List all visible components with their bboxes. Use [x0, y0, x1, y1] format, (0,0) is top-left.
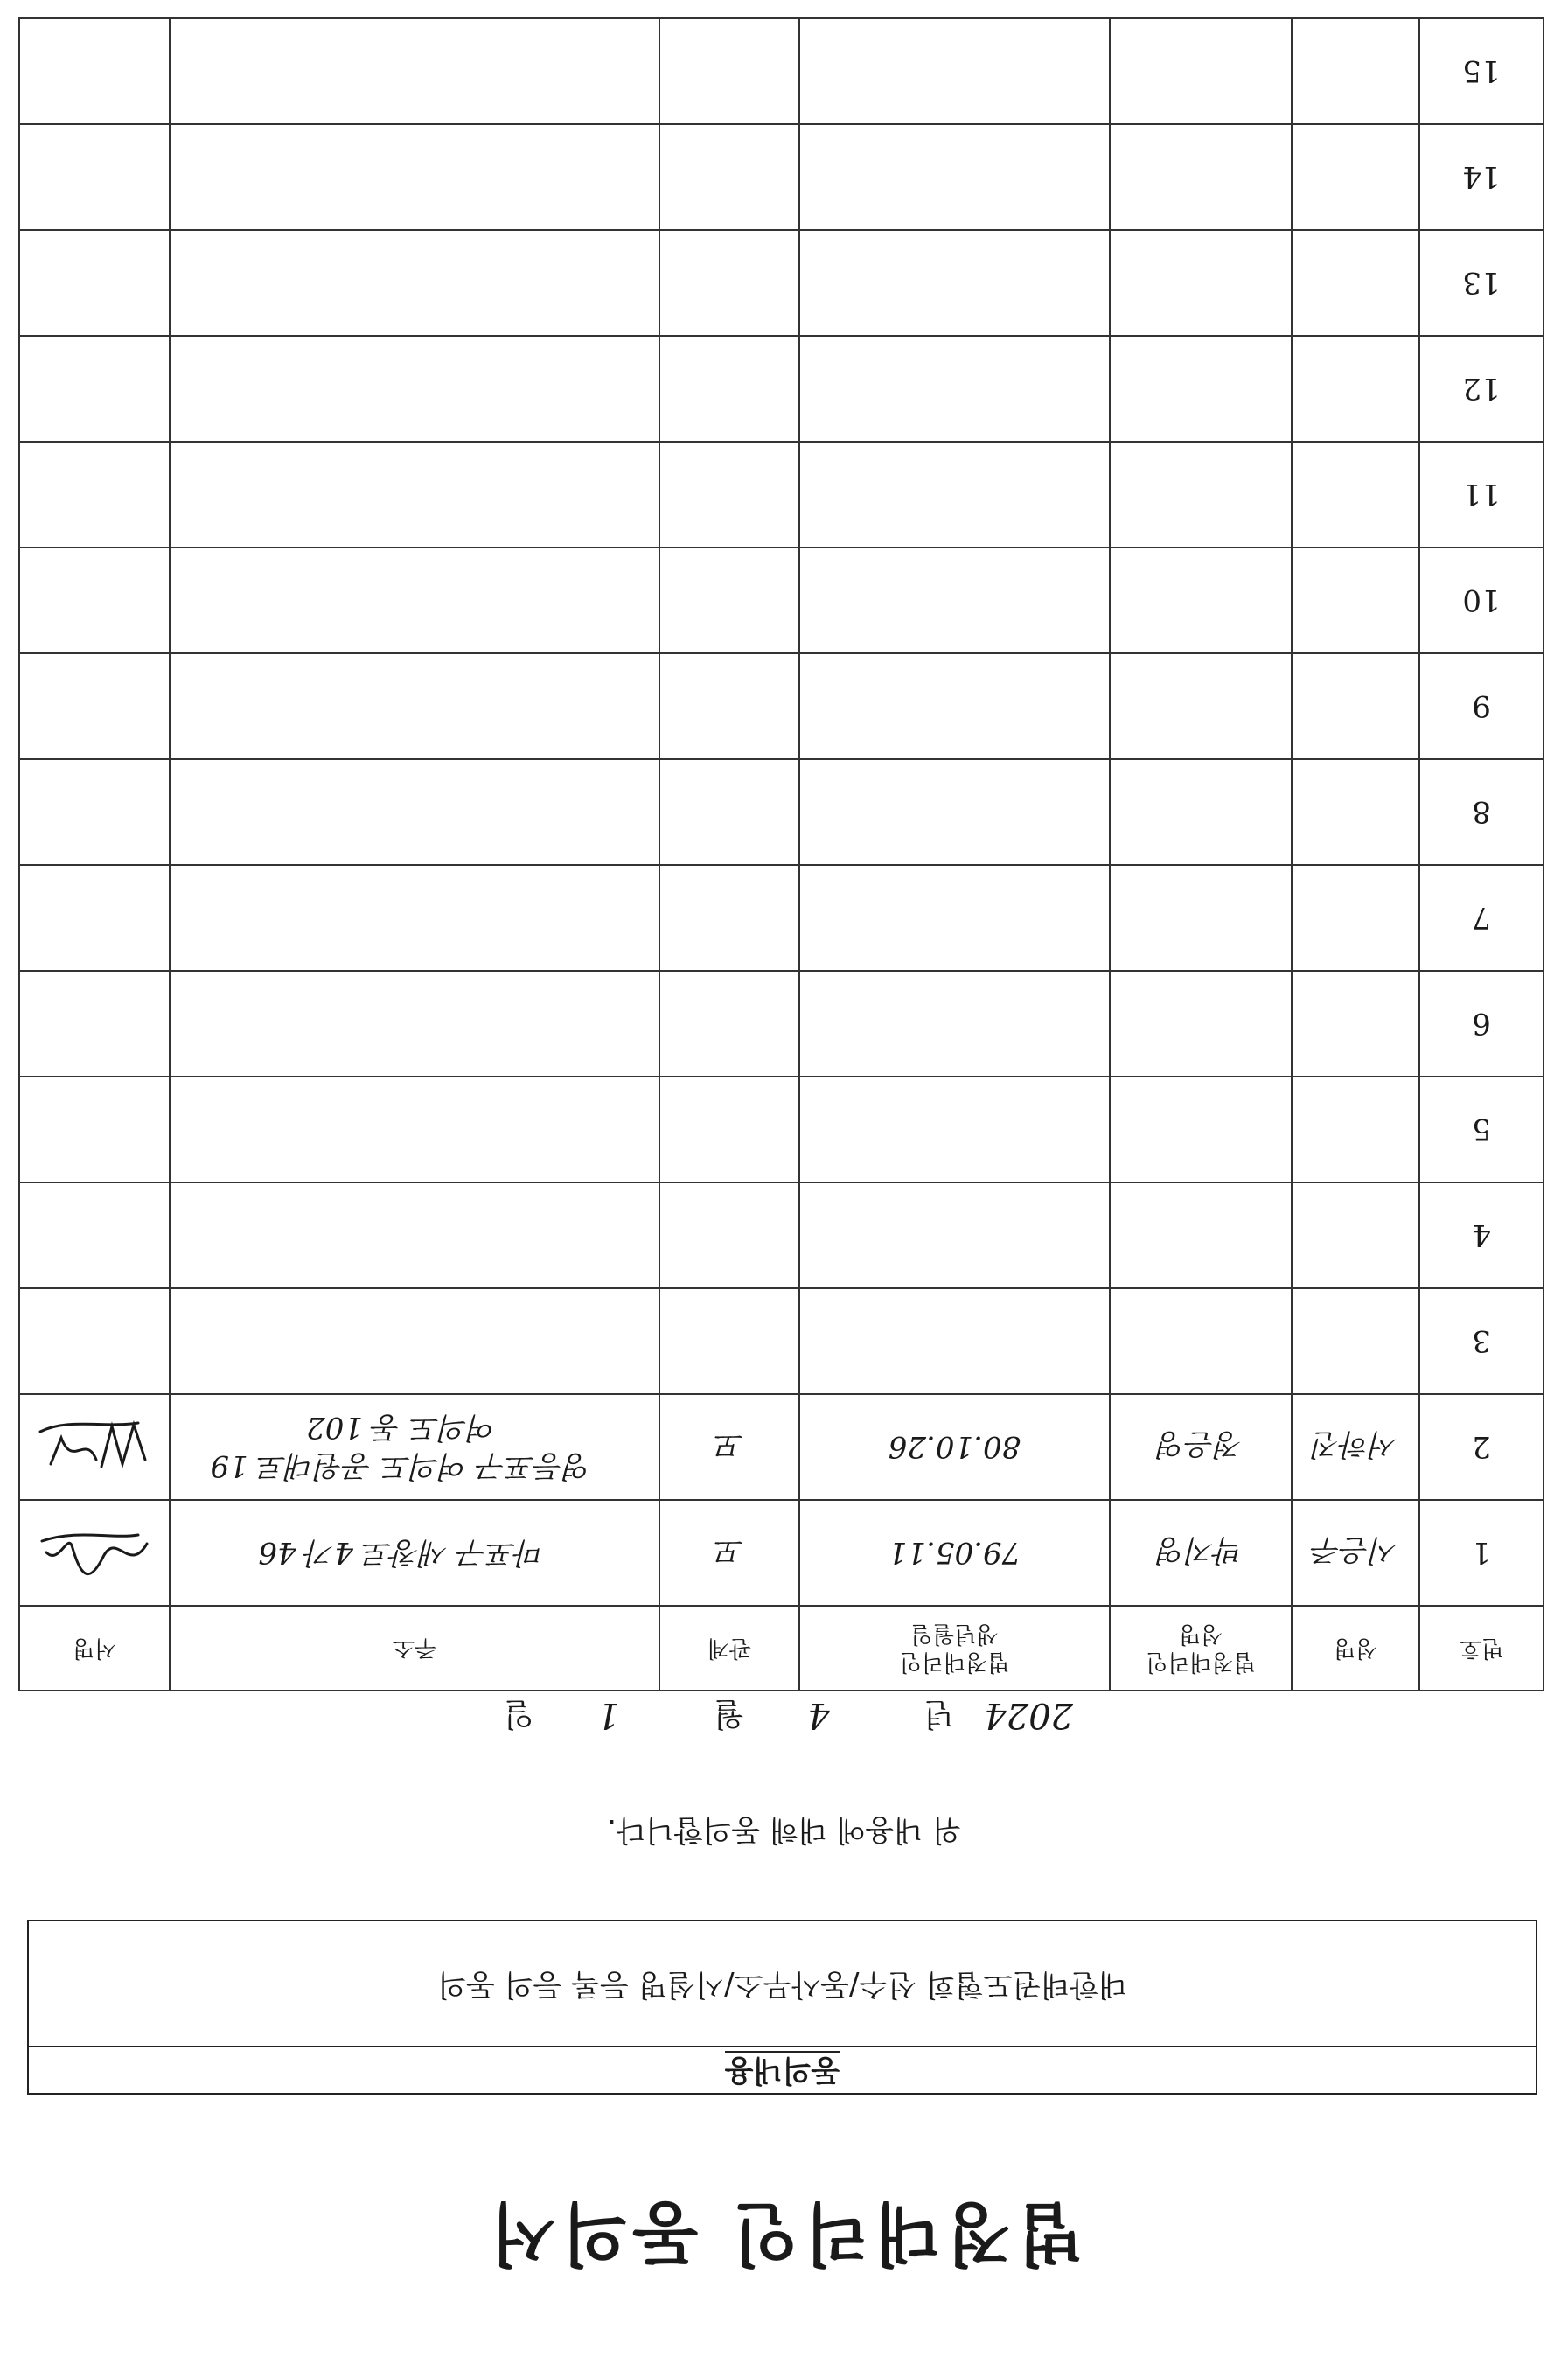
table-row	[19, 1500, 1544, 1606]
table-row	[19, 547, 1544, 653]
cell-address	[170, 971, 659, 1077]
cell-rep-dob: 80.10.26	[799, 1394, 1110, 1500]
header-rep-name	[1110, 1606, 1292, 1691]
header-signature: 서명	[19, 1606, 170, 1691]
cell-address	[170, 124, 659, 230]
row-number: 8	[1419, 759, 1544, 865]
cell-rep-name	[1110, 1077, 1292, 1182]
header-rep-name-text: 법정대리인 성명	[1146, 1621, 1256, 1676]
header-name: 성명	[1292, 1606, 1419, 1691]
cell-rep-name	[1110, 442, 1292, 547]
cell-address	[170, 653, 659, 759]
row-number: 9	[1419, 653, 1544, 759]
date-day-label: 일	[503, 1696, 534, 1732]
cell-rep-name	[1110, 1182, 1292, 1288]
cell-rep-name: 정은영	[1110, 1394, 1292, 1500]
table-row	[19, 18, 1544, 124]
table-row	[19, 653, 1544, 759]
cell-address	[170, 442, 659, 547]
cell-address: 영등포구 여의도 공원대로 19 여의도 동 102	[170, 1394, 659, 1500]
cell-rep-name	[1110, 18, 1292, 124]
row-number: 13	[1419, 230, 1544, 336]
cell-signature	[19, 971, 170, 1077]
cell-name: 시은주	[1292, 1500, 1419, 1606]
document-title: 법정대리인 동의서	[484, 2193, 1084, 2273]
cell-signature	[19, 124, 170, 230]
date-year-label: 년	[923, 1696, 955, 1732]
cell-signature	[19, 336, 170, 442]
cell-relation	[659, 1182, 799, 1288]
date-month-label: 월	[714, 1696, 744, 1732]
cell-signature	[19, 1077, 170, 1182]
consent-box	[27, 1920, 1537, 2095]
cell-rep-dob	[799, 971, 1110, 1077]
row-number: 1	[1419, 1500, 1544, 1606]
cell-address: 마포구 새창로 4가 46	[170, 1500, 659, 1606]
cell-relation	[659, 759, 799, 865]
cell-signature	[19, 1500, 170, 1606]
agree-statement: 위 내용에 대해 동의합니다.	[607, 1812, 961, 1847]
table-row	[19, 865, 1544, 971]
table-row	[19, 971, 1544, 1077]
cell-relation: 모	[659, 1500, 799, 1606]
cell-rep-dob	[799, 230, 1110, 336]
cell-relation	[659, 336, 799, 442]
cell-rep-dob: 79.05.11	[799, 1500, 1110, 1606]
cell-address	[170, 759, 659, 865]
cell-signature	[19, 442, 170, 547]
row-number: 12	[1419, 336, 1544, 442]
cell-name	[1292, 18, 1419, 124]
cell-relation	[659, 1077, 799, 1182]
cell-rep-name	[1110, 653, 1292, 759]
cell-relation	[659, 865, 799, 971]
cell-address	[170, 865, 659, 971]
cell-relation	[659, 653, 799, 759]
date-year: 2024	[984, 1695, 1074, 1735]
table-row	[19, 1182, 1544, 1288]
cell-rep-dob	[799, 1182, 1110, 1288]
cell-name	[1292, 336, 1419, 442]
signature-mark	[33, 1408, 156, 1487]
cell-signature	[19, 230, 170, 336]
cell-rep-name	[1110, 1288, 1292, 1394]
row-number: 7	[1419, 865, 1544, 971]
cell-rep-dob	[799, 1077, 1110, 1182]
cell-relation	[659, 971, 799, 1077]
cell-name	[1292, 1077, 1419, 1182]
cell-rep-dob	[799, 865, 1110, 971]
row-number: 2	[1419, 1394, 1544, 1500]
table-row	[19, 336, 1544, 442]
table-row	[19, 1288, 1544, 1394]
table-row	[19, 124, 1544, 230]
consent-header: 동의내용	[724, 2053, 840, 2088]
cell-relation	[659, 547, 799, 653]
cell-relation: 모	[659, 1394, 799, 1500]
row-number: 6	[1419, 971, 1544, 1077]
row-number: 3	[1419, 1288, 1544, 1394]
cell-name	[1292, 230, 1419, 336]
cell-name	[1292, 653, 1419, 759]
cell-name	[1292, 547, 1419, 653]
cell-name	[1292, 865, 1419, 971]
cell-name	[1292, 124, 1419, 230]
row-number: 5	[1419, 1077, 1544, 1182]
cell-rep-name	[1110, 865, 1292, 971]
row-number: 4	[1419, 1182, 1544, 1288]
cell-rep-dob	[799, 442, 1110, 547]
header-rep-dob	[799, 1606, 1110, 1691]
cell-signature	[19, 547, 170, 653]
cell-address	[170, 230, 659, 336]
cell-address	[170, 18, 659, 124]
date-line	[0, 1694, 1568, 1739]
cell-name	[1292, 442, 1419, 547]
cell-rep-name	[1110, 124, 1292, 230]
cell-rep-name	[1110, 230, 1292, 336]
cell-rep-dob	[799, 18, 1110, 124]
cell-address	[170, 1182, 659, 1288]
cell-rep-dob	[799, 1288, 1110, 1394]
signature-mark	[33, 1514, 156, 1593]
header-rep-dob-text: 법정대리인 생년월일	[899, 1621, 1010, 1676]
cell-name	[1292, 971, 1419, 1077]
cell-name	[1292, 759, 1419, 865]
cell-name: 서하진	[1292, 1394, 1419, 1500]
row-number: 15	[1419, 18, 1544, 124]
cell-signature	[19, 18, 170, 124]
guardian-table	[18, 17, 1544, 1691]
cell-rep-name	[1110, 336, 1292, 442]
table-row	[19, 1394, 1544, 1500]
cell-rep-name	[1110, 547, 1292, 653]
table-row	[19, 230, 1544, 336]
cell-rep-dob	[799, 547, 1110, 653]
cell-rep-dob	[799, 653, 1110, 759]
cell-relation	[659, 230, 799, 336]
cell-address	[170, 1077, 659, 1182]
cell-address	[170, 336, 659, 442]
header-address: 주소	[170, 1606, 659, 1691]
cell-rep-dob	[799, 759, 1110, 865]
cell-signature	[19, 1394, 170, 1500]
row-number: 11	[1419, 442, 1544, 547]
date-month: 4	[807, 1695, 830, 1735]
table-header-row	[19, 1606, 1544, 1691]
row-number: 10	[1419, 547, 1544, 653]
cell-name	[1292, 1288, 1419, 1394]
row-number: 14	[1419, 124, 1544, 230]
cell-address	[170, 1288, 659, 1394]
date-day: 1	[596, 1695, 620, 1735]
cell-signature	[19, 653, 170, 759]
cell-signature	[19, 865, 170, 971]
cell-rep-dob	[799, 336, 1110, 442]
cell-address	[170, 547, 659, 653]
table-row	[19, 1077, 1544, 1182]
header-no: 번호	[1419, 1606, 1544, 1691]
cell-relation	[659, 1288, 799, 1394]
cell-relation	[659, 442, 799, 547]
table-row	[19, 442, 1544, 547]
cell-rep-name: 박지영	[1110, 1500, 1292, 1606]
header-relation: 관계	[659, 1606, 799, 1691]
consent-text: 대한태권도협회 선수/동사무소/시설명 등록 등의 동의	[437, 1967, 1127, 2002]
cell-rep-dob	[799, 124, 1110, 230]
cell-signature	[19, 1288, 170, 1394]
cell-signature	[19, 759, 170, 865]
cell-name	[1292, 1182, 1419, 1288]
cell-rep-name	[1110, 971, 1292, 1077]
cell-relation	[659, 18, 799, 124]
table-row	[19, 759, 1544, 865]
cell-rep-name	[1110, 759, 1292, 865]
cell-signature	[19, 1182, 170, 1288]
cell-relation	[659, 124, 799, 230]
